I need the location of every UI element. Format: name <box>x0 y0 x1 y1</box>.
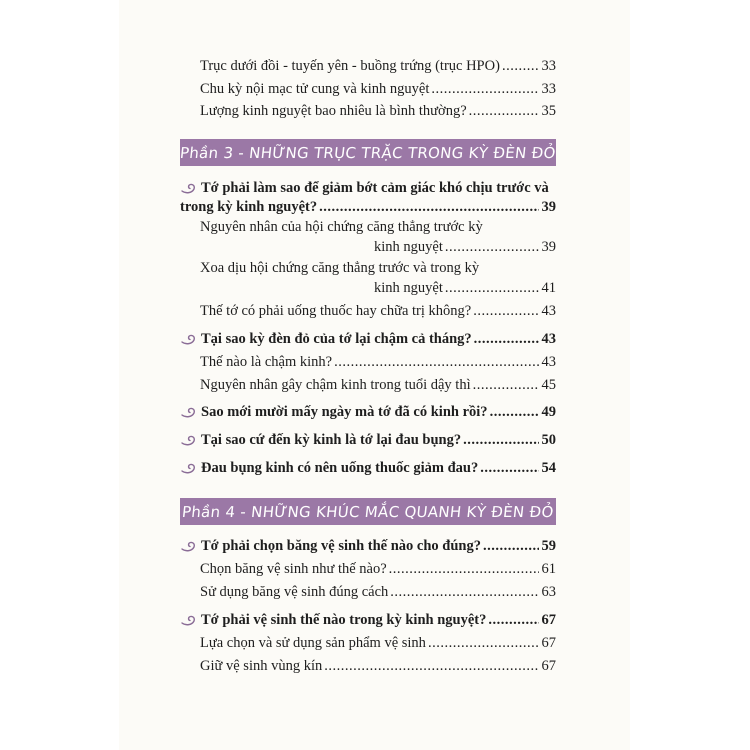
swirl-ornament-icon <box>180 180 198 196</box>
toc-entry[interactable]: Lựa chọn và sử dụng sản phẩm vệ sinh ..... 67 <box>200 634 556 652</box>
toc-entry[interactable]: Trục dưới đồi - tuyến yên - buồng trứng (trục HPO) ..... 33 <box>200 57 556 75</box>
swirl-ornament-icon <box>180 612 198 628</box>
toc-question-entry[interactable]: Tớ phải chọn băng vệ sinh thế nào cho đúng? ..... 59 <box>180 537 556 555</box>
toc-question-entry[interactable]: Đau bụng kinh có nên uống thuốc giảm đau? ..... 54 <box>180 459 556 477</box>
swirl-ornament-icon <box>180 432 198 448</box>
toc-question-entry[interactable]: Tại sao cứ đến kỳ kinh là tớ lại đau bụng? ..... 50 <box>180 431 556 449</box>
part-4-title: Phần 4 - NHỮNG KHÚC MẮC QUANH KỲ ĐÈN ĐỎ <box>181 502 555 521</box>
toc-entry[interactable]: Sử dụng băng vệ sinh đúng cách ..... 63 <box>200 583 556 601</box>
toc-question-entry[interactable]: Tớ phải làm sao để giảm bớt cảm giác khó chịu trước và <box>180 179 556 197</box>
toc-question-entry[interactable]: Tớ phải vệ sinh thế nào trong kỳ kinh nguyệt? ..... 67 <box>180 611 556 629</box>
toc-entry[interactable]: Nguyên nhân của hội chứng căng thẳng trước kỳ <box>200 219 483 235</box>
toc-entry-continuation[interactable]: kinh nguyệt ..... 41 <box>374 279 556 297</box>
toc-question-entry-continuation[interactable]: trong kỳ kinh nguyệt? ..... 39 <box>180 198 556 216</box>
toc-entry[interactable]: Chu kỳ nội mạc tử cung và kinh nguyệt ..... 33 <box>200 80 556 98</box>
toc-entry[interactable]: Giữ vệ sinh vùng kín ..... 67 <box>200 657 556 675</box>
toc-entry[interactable]: Chọn băng vệ sinh như thế nào? ..... 61 <box>200 560 556 578</box>
swirl-ornament-icon <box>180 460 198 476</box>
swirl-ornament-icon <box>180 404 198 420</box>
part-3-title: Phần 3 - NHỮNG TRỤC TRẶC TRONG KỲ ĐÈN ĐỎ <box>179 143 557 162</box>
toc-entry[interactable]: Lượng kinh nguyệt bao nhiêu là bình thường? ..... 35 <box>200 102 556 120</box>
toc-entry[interactable]: Thế nào là chậm kinh? ..... 43 <box>200 353 556 371</box>
swirl-ornament-icon <box>180 331 198 347</box>
toc-entry[interactable]: Xoa dịu hội chứng căng thẳng trước và trong kỳ <box>200 260 480 276</box>
toc-question-entry[interactable]: Sao mới mười mấy ngày mà tớ đã có kinh rồi? ..... 49 <box>180 403 556 421</box>
toc-entry-continuation[interactable]: kinh nguyệt ..... 39 <box>374 238 556 256</box>
toc-question-entry[interactable]: Tại sao kỳ đèn đỏ của tớ lại chậm cả tháng? ..... 43 <box>180 330 556 348</box>
swirl-ornament-icon <box>180 538 198 554</box>
part-3-banner[interactable] <box>180 139 556 166</box>
toc-entry[interactable]: Thế tớ có phải uống thuốc hay chữa trị không? ..... 43 <box>200 302 556 320</box>
part-4-banner[interactable] <box>180 498 556 525</box>
toc-entry[interactable]: Nguyên nhân gây chậm kinh trong tuổi dậy thì ..... 45 <box>200 376 556 394</box>
